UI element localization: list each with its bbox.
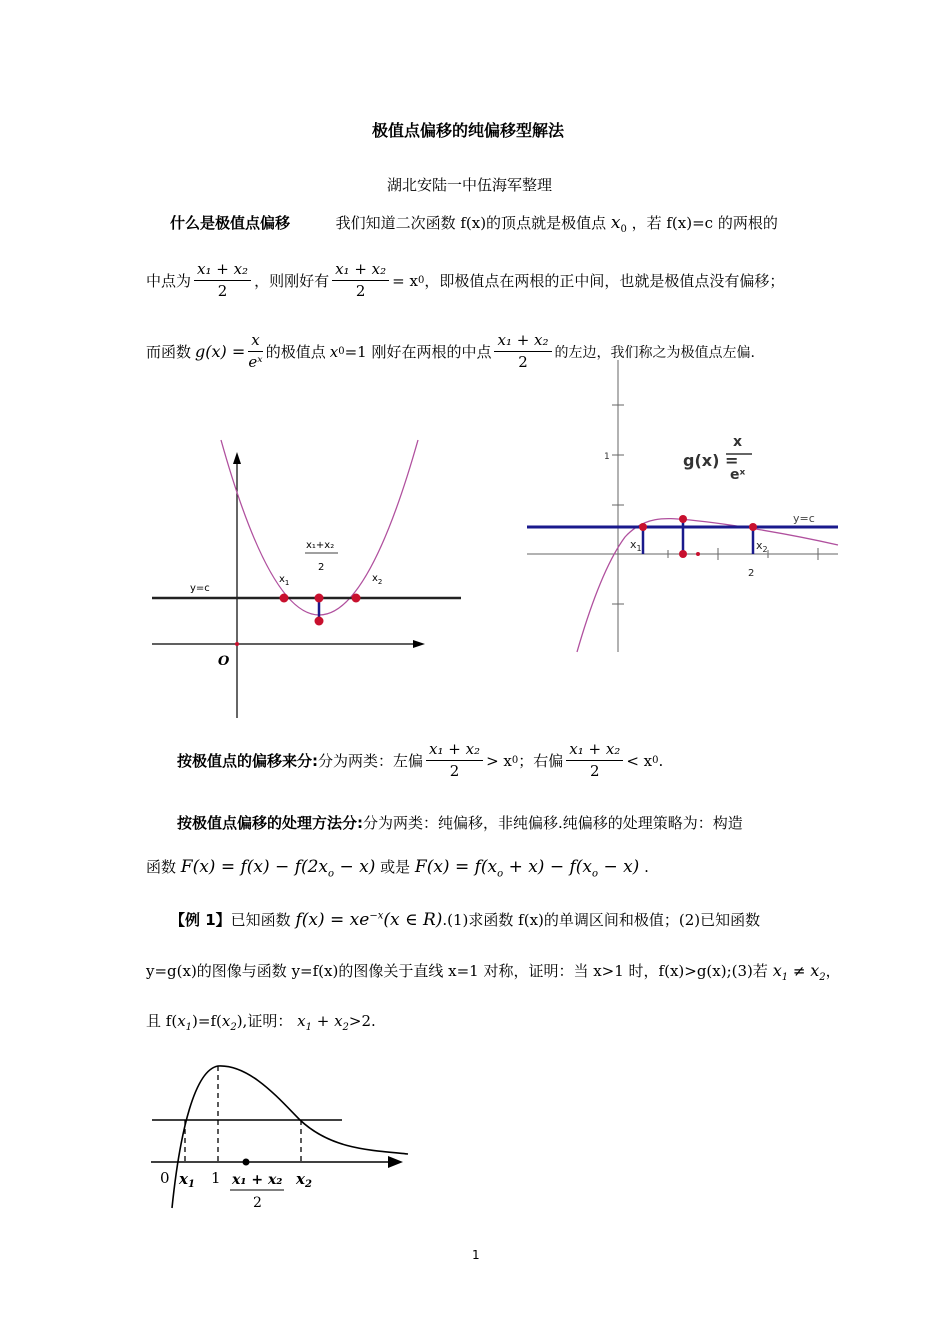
ex1-l3-text-c: ),证明： xyxy=(236,1012,293,1030)
ex1-l3-text-d: >2. xyxy=(348,1012,376,1030)
p2-text-c: = x xyxy=(392,271,418,290)
sum-x1x2: $x_1 + x_2$ xyxy=(297,1012,349,1033)
p1-x0: x xyxy=(610,213,621,233)
heading-by-method: 按极值点偏移的处理方法分: xyxy=(177,814,363,832)
g1-label-origin: O xyxy=(218,654,230,669)
fraction-midpoint-3: $\frac{\text{x₁ + x₂}}{2}$ xyxy=(494,333,551,370)
fraction-left-offset: $\frac{\text{x₁ + x₂}}{2}$ xyxy=(426,742,483,779)
example-1-label: 【例 1】 xyxy=(170,911,231,929)
g1-label-mid-num: x₁+x₂ xyxy=(306,540,335,551)
g1-point-mid xyxy=(315,594,324,603)
g1-point-x2 xyxy=(352,594,361,603)
g2-point-x1 xyxy=(639,523,647,531)
g2-label-x1: $x_1$ xyxy=(630,538,642,553)
g1-y-arrow xyxy=(233,452,241,464)
g1-point-vertex xyxy=(315,617,324,626)
ex1-l2-text-a: y=g(x)的图像与函数 y=f(x)的图像关于直线 x=1 对称，证明：当 x>1 时，f(x)>g(x);(3)若 xyxy=(146,962,768,980)
g2-formula-num: x xyxy=(733,434,743,450)
p4-text-c: ；右偏 xyxy=(518,752,564,770)
g2-tick-2: 2 xyxy=(748,568,755,579)
g1-origin-point xyxy=(235,642,239,646)
g3-label-mid-num: x₁ + x₂ xyxy=(232,1172,283,1188)
p1-x0-sub: 0 xyxy=(620,224,627,235)
fraction-gx: $\frac{x}{\text{eˣ}}$ xyxy=(248,331,263,371)
p3-text-d: 的左边，我们称之为极值点左偏. xyxy=(554,344,755,361)
author-line: 湖北安陆一中伍海军整理 xyxy=(387,176,553,194)
p6-text-b: 或是 xyxy=(380,858,411,876)
p1-text-b: ，若 f(x)=c 的两根的 xyxy=(631,214,778,232)
p6-text-c: . xyxy=(644,858,649,876)
ex1-text-a: 已知函数 xyxy=(230,911,291,929)
ex1-l2-text-b: ， xyxy=(825,962,841,980)
ex1-l3-text-b: )=f( xyxy=(192,1012,222,1030)
g2-point-top xyxy=(679,515,687,523)
page-title: 极值点偏移的纯偏移型解法 xyxy=(372,121,565,140)
p1-text-a: 我们知道二次函数 f(x)的顶点就是极值点 xyxy=(335,214,607,232)
p4-text-e: . xyxy=(658,751,664,770)
fraction-midpoint-2: $\frac{\text{x₁ + x₂}}{2}$ xyxy=(332,262,389,299)
fraction-midpoint: $\frac{\text{x₁ + x₂}}{2}$ xyxy=(194,262,251,299)
paragraph-5 xyxy=(177,812,743,833)
formula-F2: $F(x) = f(x_o + x) - f(x_o - x)$ xyxy=(414,857,640,880)
g1-point-x1 xyxy=(280,594,289,603)
p3-text-a: 而函数 xyxy=(146,343,192,361)
example-1-line-3: 且 $f(x_1)=f(x_2)$,证明： $x_1 + x_2>2$. xyxy=(146,1012,376,1033)
g2-formula-den: eˣ xyxy=(730,467,746,483)
p2-text-a: 中点为 xyxy=(146,272,192,290)
g1-label-mid-den: 2 xyxy=(318,562,325,573)
neq-sign: ≠ xyxy=(792,962,806,980)
p4-text-d: < x xyxy=(626,751,653,770)
g1-label-x2: $x_2$ xyxy=(372,573,383,586)
g2-curve xyxy=(577,519,838,652)
g3-label-1: 1 xyxy=(211,1169,221,1187)
formula-F1: $F(x) = f(x) - f(2x_o - x)$ xyxy=(180,857,376,880)
p5-text-a: 分为两类：纯偏移，非纯偏移.纯偏移的处理策略为：构造 xyxy=(363,814,743,832)
g2-label-x2: $x_2$ xyxy=(756,539,768,554)
fraction-right-offset: $\frac{\text{x₁ + x₂}}{2}$ xyxy=(566,742,623,779)
heading-what-is: 什么是极值点偏移 xyxy=(170,214,291,232)
g2-point-mid-axis xyxy=(679,550,687,558)
g2-point-small xyxy=(696,552,700,556)
paragraph-1 xyxy=(170,212,778,235)
p4-text-b: > x xyxy=(486,751,512,770)
p3-text-c: =1 刚好在两根的中点 xyxy=(344,343,492,361)
g2-formula-lhs: g(x) = xyxy=(683,451,739,470)
paragraph-4: 按极值点的偏移来分: 分为两类：左偏 $\frac{\text{x₁ + x₂}}{2}$ > x 0 ；右偏 $\frac{\text{x₁ + x₂}}{2}$ < x 0 . xyxy=(177,740,664,780)
ex1-text-b: .(1)求函数 f(x)的单调区间和极值；(2)已知函数 xyxy=(442,911,761,929)
g1-x-arrow xyxy=(413,640,425,648)
p4-text-a: 分为两类：左偏 xyxy=(318,752,424,770)
g1-parabola-curve xyxy=(221,440,418,615)
example-1-line-1 xyxy=(170,909,760,930)
p2-text-b: ，则刚好有 xyxy=(254,272,330,290)
g2-label-yc: y=c xyxy=(793,512,815,525)
g1-label-x1: $x_1$ xyxy=(279,574,290,587)
paragraph-3: 而函数 g(x) = $\frac{x}{\text{eˣ}}$ 的极值点 x 0 =1 刚好在两根的中点 $\frac{\text{x₁ + x₂}}{2}$ 的左边，我们称之为极值点左偏. xyxy=(146,331,755,371)
p6-text-a: 函数 xyxy=(146,858,177,876)
g3-label-mid-den: 2 xyxy=(253,1195,262,1211)
p2-text-d: ，即极值点在两根的正中间，也就是极值点没有偏移； xyxy=(424,272,785,290)
g3-label-0: 0 xyxy=(160,1169,170,1187)
paragraph-2: 中点为 $\frac{\text{x₁ + x₂}}{2}$ ，则刚好有 $\frac{\text{x₁ + x₂}}{2}$ = x 0 ，即极值点在两根的正中间，也就是极值点没有偏移； xyxy=(146,260,785,300)
g3-label-x2: $x_2$ xyxy=(296,1170,312,1190)
example-1-line-2: y=g(x)的图像与函数 y=f(x)的图像关于直线 x=1 对称，证明：当 x>1 时，f(x)>g(x);(3)若 $x_1 \ne x_2$， xyxy=(146,961,841,984)
g2-tick-1: 1 xyxy=(604,452,610,462)
g3-curve xyxy=(172,1066,408,1208)
g3-x-arrow xyxy=(388,1156,403,1168)
g-formula-lhs: g(x) = xyxy=(195,342,246,361)
ex1-l3-text-a: 且 f( xyxy=(146,1012,178,1030)
g1-label-yc: y=c xyxy=(190,583,210,594)
heading-by-offset: 按极值点的偏移来分: xyxy=(177,752,318,770)
p3-text-b: 的极值点 xyxy=(265,343,326,361)
g3-label-x1: $x_1$ xyxy=(179,1170,195,1190)
paragraph-6 xyxy=(146,856,649,879)
formula-fx: $f(x) = xe^{-x}(x$ ∈ R) xyxy=(295,910,443,930)
g2-point-x2 xyxy=(749,523,757,531)
g3-midpoint-dot xyxy=(243,1159,250,1166)
page-number: 1 xyxy=(472,1248,480,1262)
